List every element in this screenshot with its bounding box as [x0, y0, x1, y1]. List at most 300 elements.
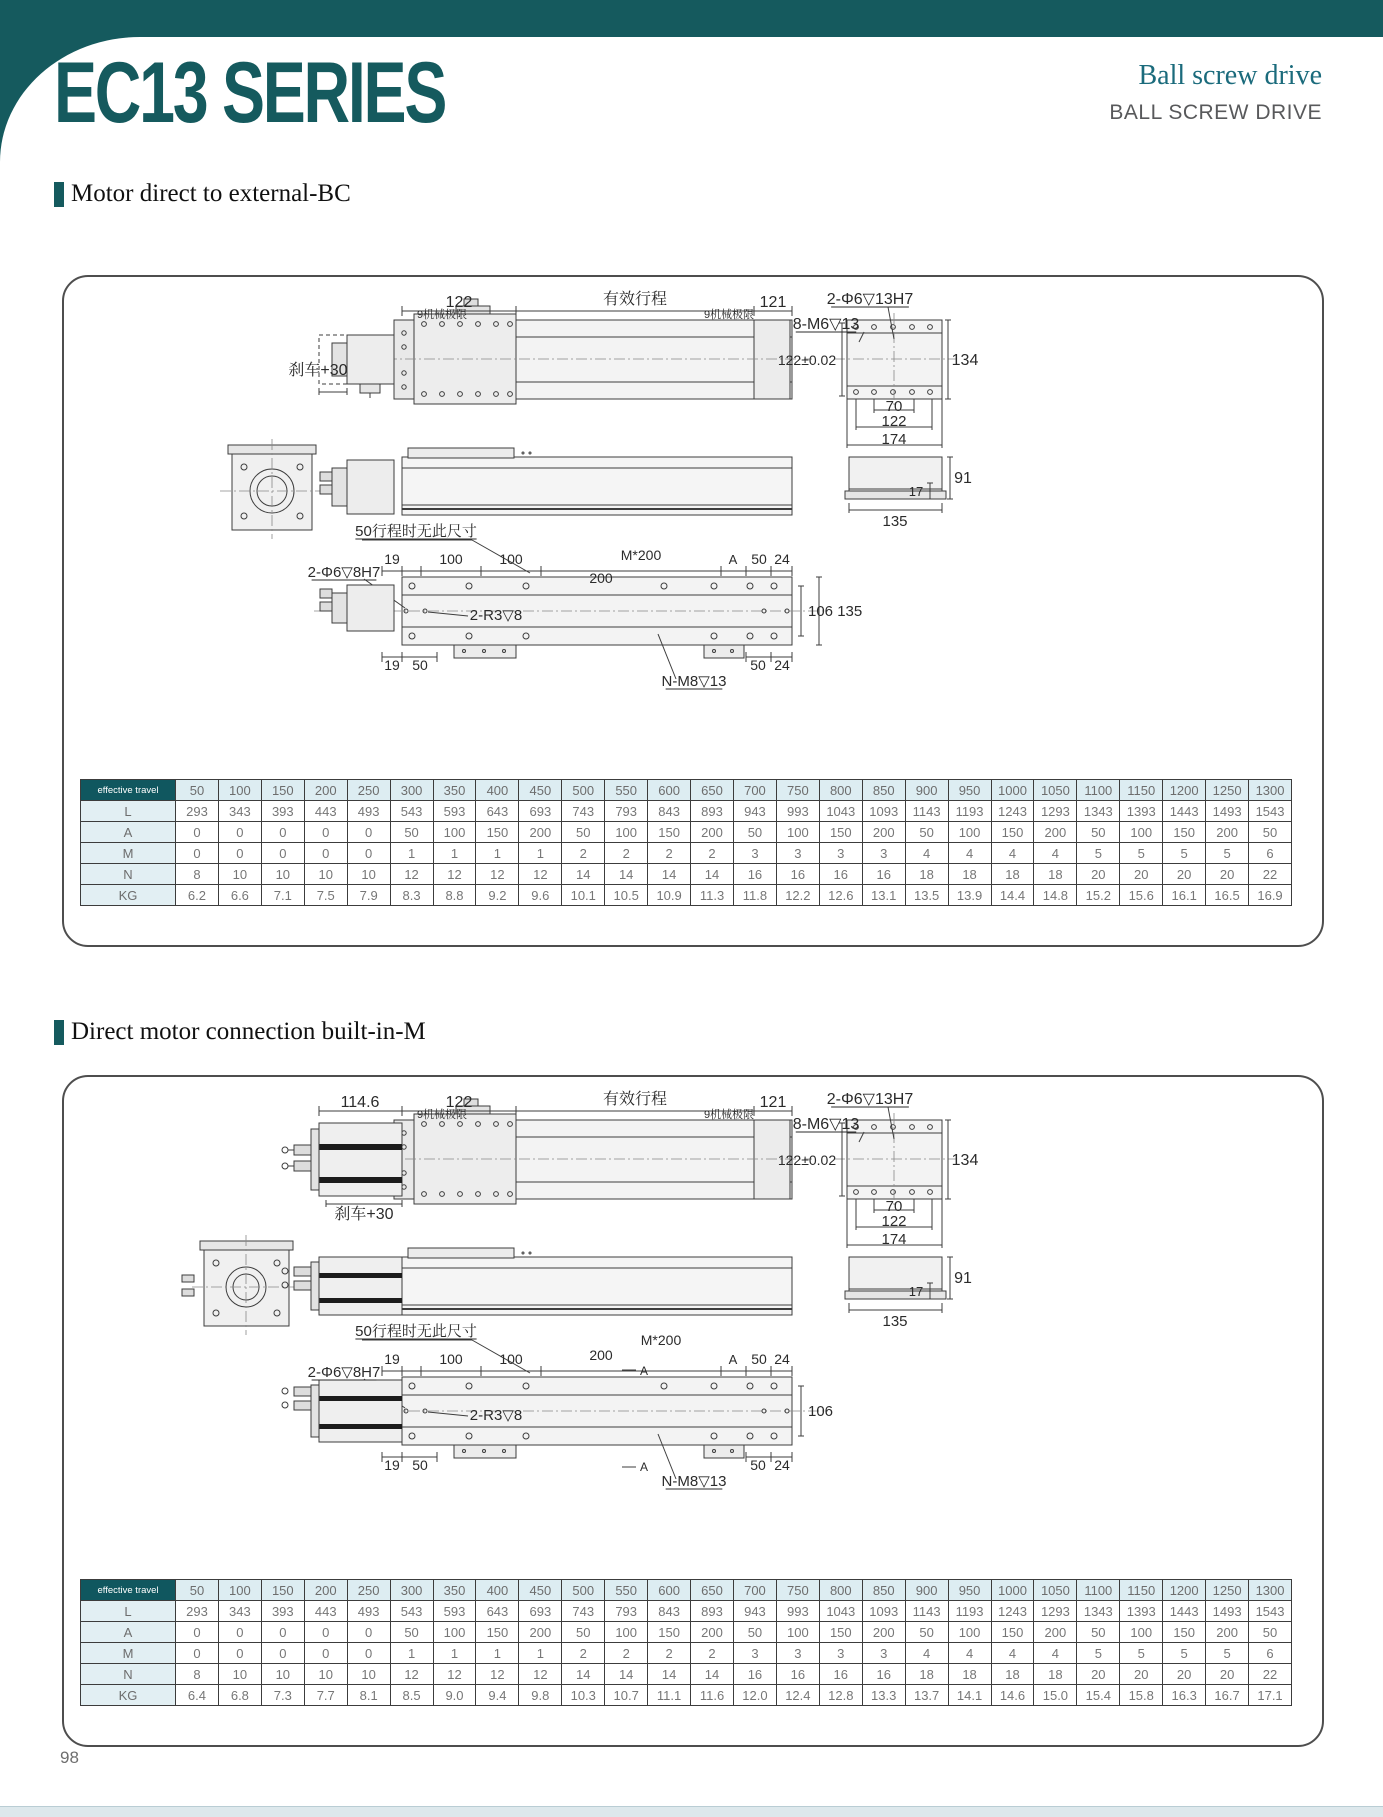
- row-label-cell: M: [81, 1643, 176, 1664]
- table-cell: 1443: [1163, 801, 1206, 822]
- table-cell: 9.2: [476, 885, 519, 906]
- table-cell: 1243: [991, 801, 1034, 822]
- dim-label: 9机械极限: [416, 309, 468, 321]
- dim-label: A: [728, 1352, 738, 1367]
- table-cell: 9.6: [519, 885, 562, 906]
- table-cell: 3: [733, 1643, 776, 1664]
- travel-header-cell: 250: [347, 1580, 390, 1601]
- table-cell: 993: [776, 1601, 819, 1622]
- table-cell: 7.9: [347, 885, 390, 906]
- table-cell: 1393: [1120, 801, 1163, 822]
- travel-header-cell: 550: [605, 780, 648, 801]
- bottom-strip: [0, 1806, 1383, 1817]
- dim-label: 174: [881, 1231, 907, 1248]
- dim-label: 135: [882, 513, 908, 530]
- table-cell: 1043: [819, 801, 862, 822]
- table-cell: 343: [218, 1601, 261, 1622]
- table-cell: 493: [347, 801, 390, 822]
- table-cell: 12: [476, 1664, 519, 1685]
- table-cell: 16.1: [1163, 885, 1206, 906]
- table-cell: 16: [862, 1664, 905, 1685]
- dim-label: 122: [445, 1094, 473, 1111]
- table-cell: 3: [733, 843, 776, 864]
- table-cell: 1093: [862, 1601, 905, 1622]
- dim-label: 17: [908, 484, 924, 499]
- table-cell: 5: [1163, 1643, 1206, 1664]
- travel-header-cell: 350: [433, 780, 476, 801]
- dim-label: 70: [885, 1198, 903, 1215]
- dim-label: 24: [774, 551, 790, 567]
- dim-label: 50: [751, 551, 767, 567]
- travel-header-cell: 300: [390, 1580, 433, 1601]
- table-cell: 50: [733, 1622, 776, 1643]
- table-cell: 1193: [948, 801, 991, 822]
- table-cell: 0: [176, 1643, 219, 1664]
- table-cell: 1: [433, 1643, 476, 1664]
- dim-label: 122: [881, 413, 907, 430]
- table-cell: 3: [776, 843, 819, 864]
- travel-header-cell: 50: [176, 1580, 219, 1601]
- dim-label: 50行程时无此尺寸: [355, 1323, 477, 1340]
- table-cell: 100: [605, 822, 648, 843]
- table-cell: 12: [433, 1664, 476, 1685]
- dim-label: 19: [384, 551, 400, 567]
- table-cell: 20: [1120, 864, 1163, 885]
- dim-label: 122: [881, 1213, 907, 1230]
- dim-label: A: [639, 1364, 649, 1378]
- table-cell: 893: [691, 1601, 734, 1622]
- table-cell: 2: [648, 843, 691, 864]
- table-corner-label: effective travel: [81, 780, 176, 801]
- travel-header-cell: 650: [691, 780, 734, 801]
- dim-label: 有效行程: [602, 291, 668, 308]
- table-cell: 5: [1077, 1643, 1120, 1664]
- table-cell: 1343: [1077, 801, 1120, 822]
- tagline-serif: Ball screw drive: [1138, 60, 1322, 91]
- dim-label: 50: [412, 657, 428, 673]
- dim-label: 50行程时无此尺寸: [355, 523, 477, 540]
- table-cell: 0: [347, 1622, 390, 1643]
- table-cell: 1: [390, 843, 433, 864]
- table-cell: 22: [1249, 1664, 1292, 1685]
- section-heading-1: [54, 180, 351, 208]
- travel-header-cell: 150: [261, 780, 304, 801]
- table-cell: 16: [733, 1664, 776, 1685]
- table-cell: 14: [562, 864, 605, 885]
- table-cell: 16: [819, 1664, 862, 1685]
- travel-header-cell: 400: [476, 780, 519, 801]
- table-cell: 843: [648, 801, 691, 822]
- table-cell: 10: [347, 1664, 390, 1685]
- travel-header-cell: 1250: [1206, 780, 1249, 801]
- table-cell: 18: [948, 864, 991, 885]
- table-cell: 12: [476, 864, 519, 885]
- table-cell: 11.8: [733, 885, 776, 906]
- table-cell: 5: [1206, 1643, 1249, 1664]
- table-cell: 13.5: [905, 885, 948, 906]
- table-cell: 1: [390, 1643, 433, 1664]
- table-cell: 643: [476, 801, 519, 822]
- table-cell: 18: [905, 864, 948, 885]
- table-cell: 1293: [1034, 801, 1077, 822]
- table-cell: 1093: [862, 801, 905, 822]
- travel-header-cell: 1300: [1249, 1580, 1292, 1601]
- travel-header-cell: 150: [261, 1580, 304, 1601]
- table-cell: 2: [605, 1643, 648, 1664]
- table-cell: 0: [176, 843, 219, 864]
- table-cell: 5: [1077, 843, 1120, 864]
- table-cell: 2: [562, 1643, 605, 1664]
- table-cell: 150: [991, 822, 1034, 843]
- travel-header-cell: 700: [733, 1580, 776, 1601]
- table-cell: 593: [433, 801, 476, 822]
- table-cell: 14: [562, 1664, 605, 1685]
- table-cell: 893: [691, 801, 734, 822]
- table-cell: 943: [733, 801, 776, 822]
- dim-label: M*200: [620, 547, 662, 563]
- spec-table-2-wrap: [80, 1579, 1292, 1706]
- row-label-cell: L: [81, 801, 176, 822]
- table-cell: 743: [562, 801, 605, 822]
- travel-header-cell: 500: [562, 780, 605, 801]
- table-cell: 7.1: [261, 885, 304, 906]
- table-cell: 793: [605, 1601, 648, 1622]
- table-cell: 16.7: [1206, 1685, 1249, 1706]
- dim-label: 有效行程: [602, 1091, 668, 1108]
- table-cell: 5: [1120, 1643, 1163, 1664]
- dim-label: M*200: [640, 1332, 682, 1348]
- dim-label: 91: [954, 1270, 972, 1287]
- dim-label: 24: [774, 1457, 790, 1473]
- table-cell: 12: [433, 864, 476, 885]
- table-cell: 100: [948, 1622, 991, 1643]
- table-cell: 10: [261, 864, 304, 885]
- travel-header-cell: 250: [347, 780, 390, 801]
- travel-header-cell: 1250: [1206, 1580, 1249, 1601]
- table-cell: 13.1: [862, 885, 905, 906]
- spec-table: [80, 779, 1292, 906]
- dim-label: 刹车+30: [334, 1206, 394, 1223]
- table-cell: 993: [776, 801, 819, 822]
- table-cell: 20: [1163, 864, 1206, 885]
- table-cell: 16: [819, 864, 862, 885]
- row-label-cell: A: [81, 1622, 176, 1643]
- travel-header-cell: 200: [304, 780, 347, 801]
- table-cell: 10.1: [562, 885, 605, 906]
- table-cell: 493: [347, 1601, 390, 1622]
- dim-label: 50: [750, 1457, 766, 1473]
- travel-header-cell: 850: [862, 1580, 905, 1601]
- table-cell: 18: [1034, 1664, 1077, 1685]
- table-cell: 1143: [905, 1601, 948, 1622]
- table-cell: 4: [905, 1643, 948, 1664]
- table-cell: 18: [1034, 864, 1077, 885]
- table-cell: 0: [261, 1643, 304, 1664]
- table-cell: 1493: [1206, 1601, 1249, 1622]
- table-cell: 10: [304, 864, 347, 885]
- table-cell: 12: [390, 864, 433, 885]
- row-label-cell: N: [81, 1664, 176, 1685]
- table-cell: 1493: [1206, 801, 1249, 822]
- table-cell: 3: [862, 1643, 905, 1664]
- travel-header-cell: 900: [905, 780, 948, 801]
- dim-label: 122±0.02: [777, 352, 837, 368]
- dim-label: 50: [412, 1457, 428, 1473]
- table-cell: 8: [176, 1664, 219, 1685]
- table-cell: 9.4: [476, 1685, 519, 1706]
- table-cell: 4: [991, 1643, 1034, 1664]
- table-cell: 12.4: [776, 1685, 819, 1706]
- dim-label: 106 135: [808, 603, 863, 620]
- table-cell: 150: [648, 1622, 691, 1643]
- dim-label: 100: [499, 551, 523, 567]
- table-cell: 16: [776, 864, 819, 885]
- dim-label: 19: [384, 1457, 400, 1473]
- table-cell: 8: [176, 864, 219, 885]
- table-cell: 7.7: [304, 1685, 347, 1706]
- table-cell: 16: [733, 864, 776, 885]
- travel-header-cell: 550: [605, 1580, 648, 1601]
- table-cell: 2: [562, 843, 605, 864]
- table-cell: 4: [948, 1643, 991, 1664]
- table-cell: 100: [948, 822, 991, 843]
- travel-header-cell: 450: [519, 1580, 562, 1601]
- dim-label: 114.6: [340, 1094, 380, 1111]
- table-cell: 293: [176, 1601, 219, 1622]
- travel-header-cell: 1200: [1163, 1580, 1206, 1601]
- table-cell: 150: [476, 822, 519, 843]
- table-cell: 11.6: [691, 1685, 734, 1706]
- dim-label: 2-R3▽8: [469, 607, 523, 624]
- dim-label: 100: [439, 551, 463, 567]
- dim-label: 91: [954, 470, 972, 487]
- table-cell: 3: [776, 1643, 819, 1664]
- table-cell: 15.4: [1077, 1685, 1120, 1706]
- dim-label: 9机械极限: [703, 1109, 755, 1121]
- travel-header-cell: 200: [304, 1580, 347, 1601]
- table-cell: 8.3: [390, 885, 433, 906]
- travel-header-cell: 950: [948, 780, 991, 801]
- table-cell: 100: [433, 822, 476, 843]
- table-cell: 20: [1077, 1664, 1120, 1685]
- dim-label: 2-R3▽8: [469, 1407, 523, 1424]
- table-cell: 12: [390, 1664, 433, 1685]
- table-cell: 1: [476, 1643, 519, 1664]
- dim-label: 200: [589, 570, 613, 586]
- table-cell: 16.5: [1206, 885, 1249, 906]
- table-cell: 150: [1163, 822, 1206, 843]
- table-cell: 50: [733, 822, 776, 843]
- table-cell: 0: [304, 843, 347, 864]
- table-cell: 1043: [819, 1601, 862, 1622]
- dim-label: 134: [951, 352, 979, 369]
- table-cell: 14.4: [991, 885, 1034, 906]
- table-corner-label: effective travel: [81, 1580, 176, 1601]
- table-cell: 1343: [1077, 1601, 1120, 1622]
- table-cell: 20: [1206, 1664, 1249, 1685]
- table-cell: 18: [991, 864, 1034, 885]
- table-cell: 14.6: [991, 1685, 1034, 1706]
- dim-label: 50: [750, 657, 766, 673]
- table-cell: 6.6: [218, 885, 261, 906]
- table-cell: 2: [691, 1643, 734, 1664]
- table-cell: 0: [304, 1622, 347, 1643]
- table-cell: 4: [905, 843, 948, 864]
- table-cell: 743: [562, 1601, 605, 1622]
- dim-label: N-M8▽13: [661, 1473, 727, 1490]
- travel-header-cell: 350: [433, 1580, 476, 1601]
- table-cell: 200: [691, 822, 734, 843]
- dim-label: 135: [882, 1313, 908, 1330]
- table-cell: 14.8: [1034, 885, 1077, 906]
- travel-header-cell: 300: [390, 780, 433, 801]
- tagline-caps: BALL SCREW DRIVE: [1109, 101, 1322, 124]
- travel-header-cell: 500: [562, 1580, 605, 1601]
- table-cell: 20: [1120, 1664, 1163, 1685]
- table-cell: 10: [261, 1664, 304, 1685]
- table-cell: 5: [1163, 843, 1206, 864]
- table-cell: 14: [691, 1664, 734, 1685]
- spec-table-1-wrap: [80, 779, 1292, 906]
- table-cell: 18: [948, 1664, 991, 1685]
- header-tagline: [1109, 60, 1322, 125]
- table-cell: 200: [1206, 822, 1249, 843]
- travel-header-cell: 800: [819, 1580, 862, 1601]
- table-cell: 843: [648, 1601, 691, 1622]
- table-cell: 200: [1034, 1622, 1077, 1643]
- table-cell: 4: [948, 843, 991, 864]
- table-cell: 50: [905, 1622, 948, 1643]
- table-cell: 943: [733, 1601, 776, 1622]
- travel-header-cell: 100: [218, 1580, 261, 1601]
- table-cell: 50: [1249, 822, 1292, 843]
- table-cell: 50: [905, 822, 948, 843]
- table-cell: 100: [776, 822, 819, 843]
- table-cell: 393: [261, 801, 304, 822]
- table-cell: 10: [304, 1664, 347, 1685]
- table-cell: 5: [1206, 843, 1249, 864]
- table-cell: 393: [261, 1601, 304, 1622]
- table-cell: 15.2: [1077, 885, 1120, 906]
- table-cell: 6.8: [218, 1685, 261, 1706]
- table-cell: 50: [1249, 1622, 1292, 1643]
- table-cell: 10: [218, 1664, 261, 1685]
- section-heading-text: Direct motor connection built-in-M: [71, 1018, 426, 1045]
- table-cell: 0: [218, 843, 261, 864]
- table-cell: 12.8: [819, 1685, 862, 1706]
- dim-label: 刹车+30: [288, 362, 348, 379]
- section-bullet: [54, 1020, 64, 1045]
- table-cell: 150: [648, 822, 691, 843]
- table-cell: 10.7: [605, 1685, 648, 1706]
- table-cell: 12: [519, 864, 562, 885]
- table-cell: 0: [261, 843, 304, 864]
- table-cell: 3: [819, 843, 862, 864]
- table-cell: 1543: [1249, 801, 1292, 822]
- table-cell: 20: [1206, 864, 1249, 885]
- travel-header-cell: 1000: [991, 1580, 1034, 1601]
- table-cell: 200: [519, 822, 562, 843]
- table-cell: 5: [1120, 843, 1163, 864]
- travel-header-cell: 1150: [1120, 780, 1163, 801]
- section-heading-2: [54, 1018, 426, 1046]
- travel-header-cell: 750: [776, 780, 819, 801]
- dim-label: 19: [384, 1351, 400, 1367]
- table-cell: 50: [1077, 822, 1120, 843]
- table-cell: 14: [605, 864, 648, 885]
- table-cell: 4: [1034, 1643, 1077, 1664]
- table-cell: 1243: [991, 1601, 1034, 1622]
- dim-label: 70: [885, 398, 903, 415]
- table-cell: 14.1: [948, 1685, 991, 1706]
- dim-label: 2-Φ6▽13H7: [826, 291, 914, 308]
- table-cell: 13.9: [948, 885, 991, 906]
- table-cell: 0: [347, 843, 390, 864]
- table-cell: 9.8: [519, 1685, 562, 1706]
- dim-label: 100: [439, 1351, 463, 1367]
- table-cell: 100: [1120, 822, 1163, 843]
- row-label-cell: KG: [81, 885, 176, 906]
- table-cell: 1193: [948, 1601, 991, 1622]
- dim-label: 50: [751, 1351, 767, 1367]
- travel-header-cell: 100: [218, 780, 261, 801]
- table-cell: 0: [176, 822, 219, 843]
- travel-header-cell: 50: [176, 780, 219, 801]
- table-cell: 22: [1249, 864, 1292, 885]
- dim-label: 134: [951, 1152, 979, 1169]
- table-cell: 150: [1163, 1622, 1206, 1643]
- travel-header-cell: 850: [862, 780, 905, 801]
- row-label-cell: L: [81, 1601, 176, 1622]
- table-cell: 4: [991, 843, 1034, 864]
- table-cell: 6.2: [176, 885, 219, 906]
- table-cell: 1: [433, 843, 476, 864]
- table-cell: 100: [776, 1622, 819, 1643]
- dim-label: 24: [774, 1351, 790, 1367]
- travel-header-cell: 900: [905, 1580, 948, 1601]
- dim-label: 2-Φ6▽8H7: [307, 1364, 381, 1381]
- table-cell: 1143: [905, 801, 948, 822]
- travel-header-cell: 1050: [1034, 780, 1077, 801]
- table-cell: 16.3: [1163, 1685, 1206, 1706]
- table-cell: 150: [476, 1622, 519, 1643]
- dim-label: 24: [774, 657, 790, 673]
- section-bullet: [54, 182, 64, 207]
- dim-label: 122: [445, 294, 473, 311]
- table-cell: 8.1: [347, 1685, 390, 1706]
- table-cell: 1: [519, 1643, 562, 1664]
- travel-header-cell: 650: [691, 1580, 734, 1601]
- dim-label: 121: [759, 1094, 787, 1111]
- table-cell: 200: [691, 1622, 734, 1643]
- table-cell: 15.6: [1120, 885, 1163, 906]
- table-cell: 14: [648, 1664, 691, 1685]
- table-cell: 10: [347, 864, 390, 885]
- table-cell: 0: [304, 1643, 347, 1664]
- table-cell: 0: [347, 822, 390, 843]
- table-cell: 200: [862, 1622, 905, 1643]
- table-cell: 4: [1034, 843, 1077, 864]
- travel-header-cell: 600: [648, 1580, 691, 1601]
- table-cell: 20: [1077, 864, 1120, 885]
- table-cell: 793: [605, 801, 648, 822]
- table-cell: 1293: [1034, 1601, 1077, 1622]
- table-cell: 16.9: [1249, 885, 1292, 906]
- table-cell: 50: [1077, 1622, 1120, 1643]
- table-cell: 1: [519, 843, 562, 864]
- dim-label: N-M8▽13: [661, 673, 727, 690]
- table-cell: 100: [433, 1622, 476, 1643]
